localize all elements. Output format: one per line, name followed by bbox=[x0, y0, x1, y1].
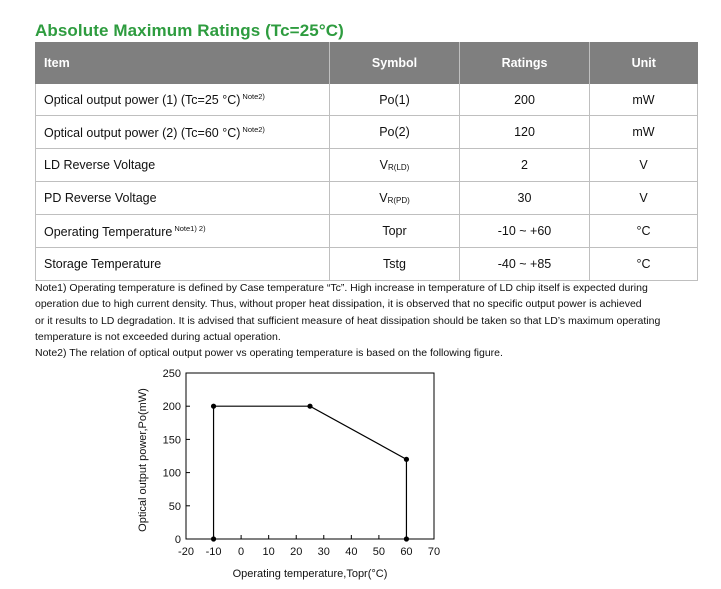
cell-rating: 200 bbox=[460, 84, 590, 116]
cell-symbol: Topr bbox=[330, 215, 460, 248]
data-point bbox=[211, 404, 216, 409]
y-tick-label: 200 bbox=[162, 401, 181, 414]
x-tick-label: 40 bbox=[345, 546, 358, 558]
header-symbol: Symbol bbox=[330, 42, 460, 84]
cell-unit: V bbox=[590, 149, 698, 182]
cell-item: LD Reverse Voltage bbox=[36, 149, 330, 182]
cell-symbol: Po(1) bbox=[330, 84, 460, 116]
cell-symbol: VR(LD) bbox=[330, 149, 460, 182]
cell-rating: 30 bbox=[460, 182, 590, 215]
x-tick-label: 70 bbox=[427, 546, 441, 558]
plot-area-frame bbox=[186, 373, 434, 539]
x-tick-label: 50 bbox=[372, 546, 386, 558]
cell-item: Optical output power (2) (Tc=60 °C) $^{Note2)}$ bbox=[36, 116, 330, 149]
symbol-subscript: R(PD) bbox=[387, 196, 410, 205]
x-tick-label: -10 bbox=[205, 546, 222, 558]
y-axis-label: Optical output power,Po(mW) bbox=[137, 388, 149, 532]
x-tick-label: 10 bbox=[262, 546, 275, 558]
x-axis-label: Operating temperature,Topr(°C) bbox=[232, 568, 388, 580]
y-tick-label: 0 bbox=[174, 534, 181, 546]
cell-unit: V bbox=[590, 182, 698, 215]
notes-block bbox=[35, 280, 695, 361]
x-tick-label: 60 bbox=[400, 546, 413, 558]
x-tick-label: 20 bbox=[290, 546, 303, 558]
note2-text: Note2) The relation of optical output power vs operating temperature is based on the following figure. bbox=[35, 347, 503, 360]
y-tick-label: 50 bbox=[168, 500, 181, 513]
cell-item: Storage Temperature bbox=[36, 248, 330, 281]
cell-unit: mW bbox=[590, 116, 698, 149]
note1-line: Note1) Operating temperature is defined by Case temperature “Tc”. High increase in temperature of LD chip itself is expected during bbox=[35, 282, 648, 294]
symbol-subscript: R(LD) bbox=[388, 163, 410, 172]
data-point bbox=[211, 536, 216, 541]
header-item: Item bbox=[36, 42, 330, 84]
data-point bbox=[307, 404, 312, 409]
cell-symbol: Tstg bbox=[330, 248, 460, 281]
ratings-table bbox=[35, 42, 698, 281]
note-ref: Note2) bbox=[242, 124, 265, 134]
cell-rating: 2 bbox=[460, 149, 590, 182]
cell-item: PD Reverse Voltage bbox=[36, 182, 330, 215]
table-row bbox=[36, 84, 698, 116]
cell-unit: °C bbox=[590, 248, 698, 281]
header-unit: Unit bbox=[590, 42, 698, 84]
y-tick-label: 100 bbox=[162, 467, 181, 480]
note1-line: temperature is not exceeded during actual operation. bbox=[35, 330, 281, 343]
cell-rating: -40 ~ +85 bbox=[460, 248, 590, 281]
cell-symbol: Po(2) bbox=[330, 116, 460, 149]
section-title: Absolute Maximum Ratings (Tc=25°C) bbox=[35, 21, 344, 40]
series-line bbox=[214, 406, 407, 539]
note-ref: Note1) 2) bbox=[174, 223, 206, 233]
cell-unit: °C bbox=[590, 215, 698, 248]
cell-unit: mW bbox=[590, 84, 698, 116]
note-ref: Note2) bbox=[242, 92, 265, 101]
cell-item: Operating Temperature $^{Note1) 2)}$ bbox=[36, 215, 330, 248]
table-row bbox=[36, 182, 698, 215]
output-power-vs-temperature-chart bbox=[130, 362, 460, 584]
y-tick-label: 250 bbox=[162, 368, 181, 380]
x-tick-label: 0 bbox=[238, 546, 245, 558]
y-tick-label: 150 bbox=[162, 434, 181, 447]
table-row bbox=[36, 149, 698, 182]
table-row bbox=[36, 116, 698, 149]
data-point bbox=[404, 457, 409, 462]
table-header-row bbox=[36, 42, 698, 84]
cell-item: Optical output power (1) (Tc=25 °C) $^{Note2)}$ bbox=[36, 84, 330, 116]
cell-symbol: VR(PD) bbox=[330, 182, 460, 215]
table-row bbox=[36, 248, 698, 281]
x-tick-label: 30 bbox=[317, 546, 330, 558]
header-ratings: Ratings bbox=[460, 42, 590, 84]
note1-line: operation due to high current density. Thus, without proper heat dissipation, it is observed that no specific output power is achieved bbox=[35, 298, 642, 311]
note1-line: or it results to LD degradation. It is advised that sufficient measure of heat dissipation should be taken so that LD’s maximum operating bbox=[35, 314, 661, 327]
cell-rating: 120 bbox=[460, 116, 590, 149]
table-row bbox=[36, 215, 698, 248]
x-tick-label: -20 bbox=[178, 546, 194, 558]
data-point bbox=[404, 536, 409, 541]
cell-rating: -10 ~ +60 bbox=[460, 215, 590, 248]
